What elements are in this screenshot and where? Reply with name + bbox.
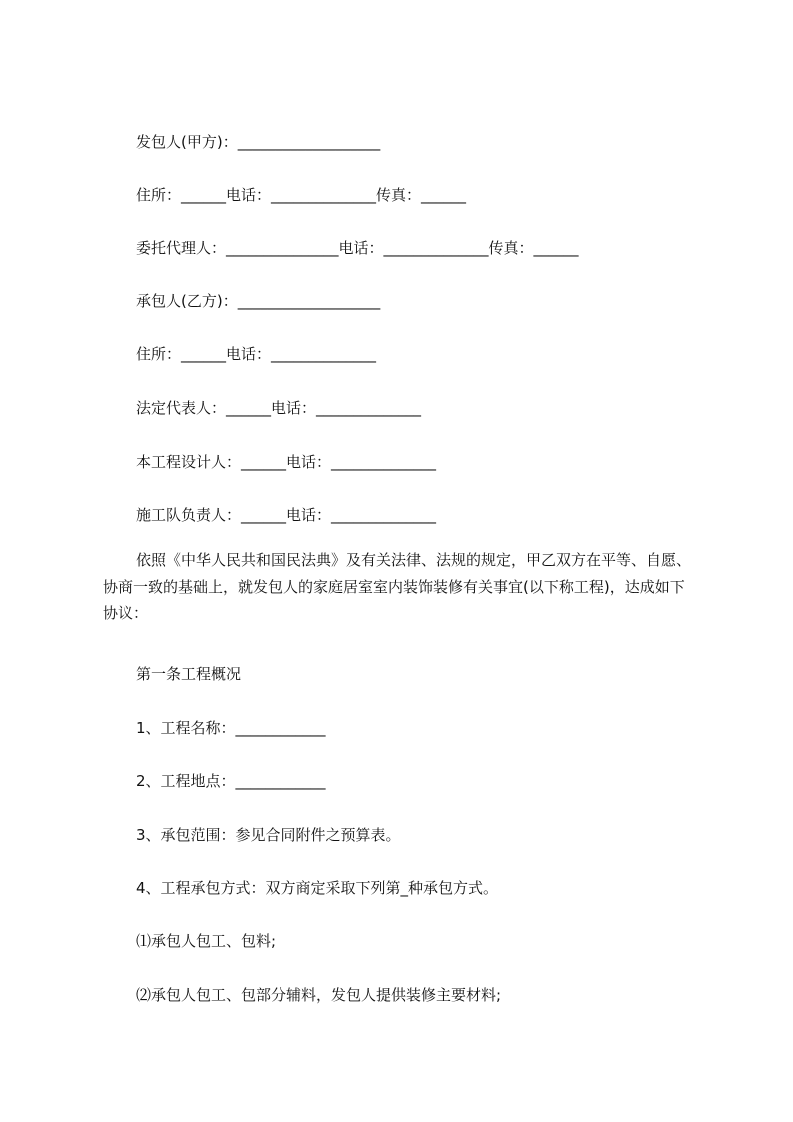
- employer-address-line: 住所：______电话：______________传真：______: [136, 186, 467, 204]
- legal-rep-line: 法定代表人：______电话：______________: [136, 399, 422, 417]
- clause-scope: 3、承包范围：参见合同附件之预算表。: [136, 826, 401, 844]
- preamble-text: 依照《中华人民共和国民法典》及有关法律、法规的规定，甲乙双方在平等、自愿、协商一致的基础上，就发包人的家庭居室室内装饰装修有关事宜(以下称工程)，达成如下协议：: [103, 551, 692, 622]
- clause-option-2: ⑵承包人包工、包部分辅料，发包人提供装修主要材料;: [136, 986, 502, 1004]
- clause-project-location: 2、工程地点：____________: [136, 772, 326, 790]
- agent-line: 委托代理人：_______________电话：______________传真：______: [136, 239, 579, 257]
- contractor-address-line: 住所：______电话：______________: [136, 345, 377, 363]
- preamble-paragraph: [103, 547, 693, 627]
- clause-project-name: 1、工程名称：____________: [136, 719, 326, 737]
- team-leader-line: 施工队负责人：______电话：______________: [136, 506, 437, 524]
- clause-option-1: ⑴承包人包工、包料;: [136, 932, 277, 950]
- designer-line: 本工程设计人：______电话：______________: [136, 453, 437, 471]
- employer-line: 发包人(甲方)：___________________: [136, 133, 381, 151]
- contractor-line: 承包人(乙方)：___________________: [136, 292, 381, 310]
- clause-contract-method: 4、工程承包方式：双方商定采取下列第_种承包方式。: [136, 879, 499, 897]
- section-title: 第一条工程概况: [136, 665, 242, 683]
